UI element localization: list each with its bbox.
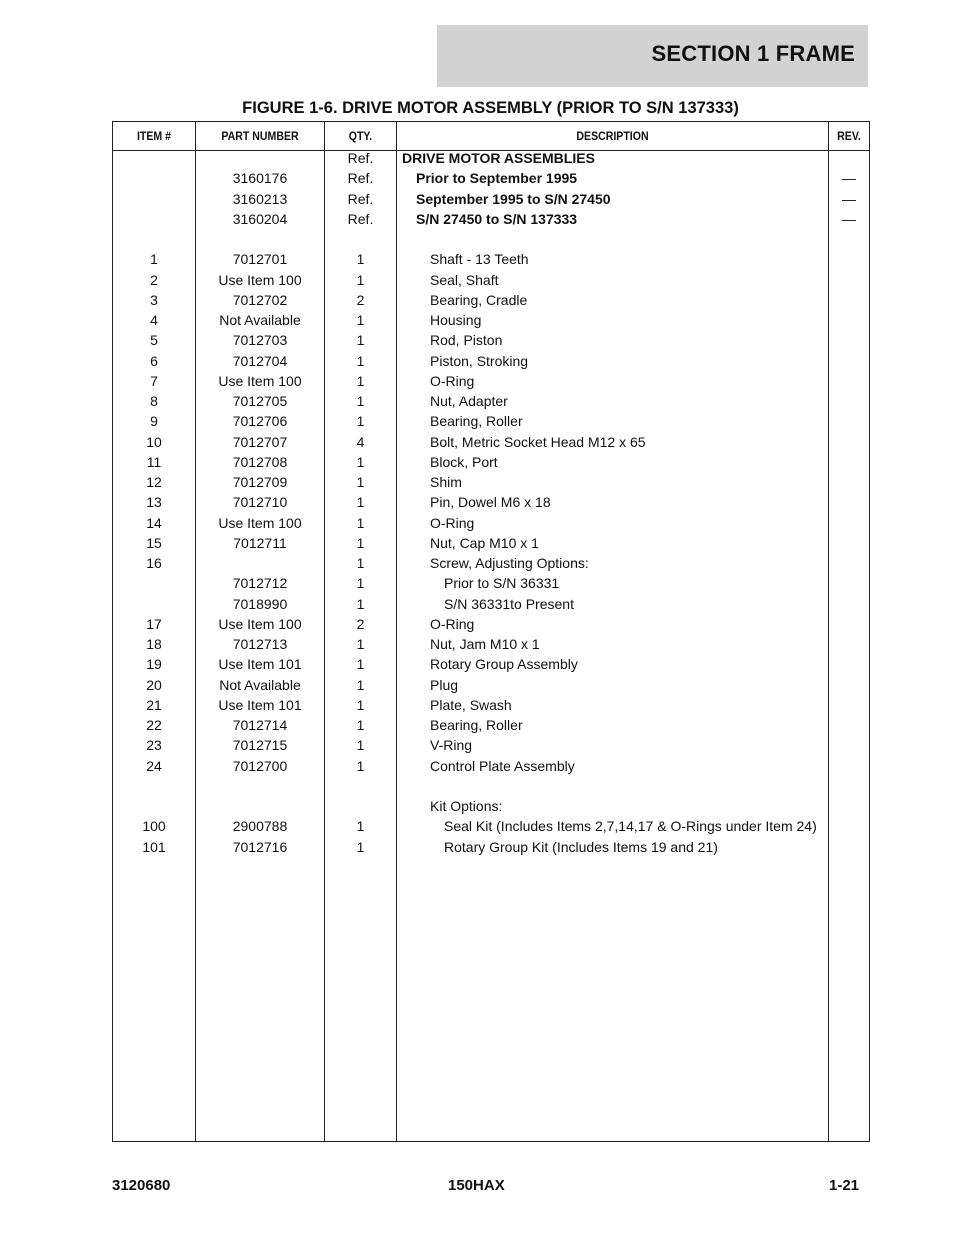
qty-cell: Ref. xyxy=(347,170,374,187)
part-number-cell: Use Item 100 xyxy=(218,372,302,389)
qty-cell: Ref. xyxy=(347,150,374,166)
table-row xyxy=(113,371,869,391)
qty-cell: 1 xyxy=(356,271,365,288)
table-row xyxy=(113,614,869,634)
description-cell: Shaft - 13 Teeth xyxy=(430,251,529,268)
item-cell: 101 xyxy=(142,838,166,855)
part-number-cell: 3160176 xyxy=(232,170,288,187)
part-number-cell: 7012702 xyxy=(232,291,288,308)
item-cell: 1 xyxy=(150,251,158,268)
table-row xyxy=(113,695,869,715)
item-cell: 3 xyxy=(150,291,158,308)
footer-doc-number: 3120680 xyxy=(112,1177,171,1194)
description-cell: O-Ring xyxy=(430,372,475,389)
item-cell: 24 xyxy=(146,757,162,774)
description-cell: O-Ring xyxy=(430,514,475,531)
part-number-cell: Use Item 100 xyxy=(218,514,302,531)
part-number-cell: Use Item 100 xyxy=(218,615,302,632)
item-cell: 21 xyxy=(146,696,162,713)
qty-cell: 1 xyxy=(356,575,365,592)
part-number-cell: 3160204 xyxy=(232,210,288,227)
item-cell: 17 xyxy=(146,615,162,632)
table-row xyxy=(113,330,869,350)
part-number-cell: 7012712 xyxy=(232,575,288,592)
table-row xyxy=(113,553,869,573)
header-rev: REV. xyxy=(837,129,861,143)
table-row xyxy=(113,351,869,371)
item-cell: 6 xyxy=(150,352,158,369)
description-cell: Bearing, Roller xyxy=(430,717,523,733)
part-number-cell: 7012709 xyxy=(232,474,288,490)
description-cell: V-Ring xyxy=(430,737,473,754)
qty-cell: 1 xyxy=(356,413,365,430)
description-cell: Bolt, Metric Socket Head M12 x 65 xyxy=(430,433,646,450)
qty-cell: 1 xyxy=(356,555,365,571)
description-cell: Seal Kit (Includes Items 2,7,14,17 & O-Rings under Item 24) xyxy=(444,818,817,835)
description-cell: Screw, Adjusting Options: xyxy=(430,555,589,571)
description-cell: Shim xyxy=(430,474,462,490)
section-title: SECTION 1 FRAME xyxy=(651,41,855,66)
item-cell: 100 xyxy=(142,818,166,835)
rev-cell: — xyxy=(842,170,856,187)
qty-cell: 1 xyxy=(356,372,365,389)
description-cell: S/N 36331to Present xyxy=(444,595,574,612)
part-number-cell: 7012711 xyxy=(233,534,287,551)
part-number-cell: 7012701 xyxy=(232,251,288,268)
qty-cell: 1 xyxy=(356,696,365,713)
part-number-cell: Not Available xyxy=(219,676,301,693)
qty-cell: 1 xyxy=(356,595,365,612)
qty-cell: 1 xyxy=(356,312,365,328)
table-row xyxy=(113,756,869,776)
part-number-cell: 7012700 xyxy=(232,757,288,774)
description-cell: Pin, Dowel M6 x 18 xyxy=(430,494,551,511)
header-qty: QTY. xyxy=(348,129,373,143)
part-number-cell: 7012708 xyxy=(232,453,288,470)
table-row xyxy=(113,594,869,614)
description-cell: Piston, Stroking xyxy=(430,352,529,369)
table-row xyxy=(113,513,869,533)
qty-cell: 2 xyxy=(356,291,365,308)
table-row xyxy=(113,715,869,735)
part-number-cell: 7012705 xyxy=(232,393,288,409)
table-row xyxy=(113,472,869,492)
qty-cell: 1 xyxy=(356,838,365,855)
description-cell: Plate, Swash xyxy=(430,696,512,713)
part-number-cell: 3160213 xyxy=(232,190,288,207)
table-row xyxy=(113,492,869,512)
table-row xyxy=(113,391,869,411)
table-row xyxy=(113,411,869,431)
qty-cell: 1 xyxy=(356,656,365,673)
part-number-cell: 7012716 xyxy=(232,838,288,855)
table-row xyxy=(113,432,869,452)
part-number-cell: 7012704 xyxy=(232,352,288,369)
part-number-cell: 7012713 xyxy=(232,636,288,652)
table-row xyxy=(113,270,869,290)
part-number-cell: Use Item 101 xyxy=(218,696,302,713)
item-cell: 15 xyxy=(146,534,162,551)
table-row xyxy=(113,796,869,816)
table-row xyxy=(113,654,869,674)
qty-cell: Ref. xyxy=(347,210,374,227)
qty-cell: 1 xyxy=(356,352,365,369)
qty-cell: 1 xyxy=(356,251,365,268)
item-cell: 19 xyxy=(146,656,162,673)
table-row xyxy=(113,573,869,593)
description-cell: S/N 27450 to S/N 137333 xyxy=(416,210,578,227)
qty-cell: 1 xyxy=(356,737,365,754)
item-cell: 18 xyxy=(146,636,162,652)
part-number-cell: 7012714 xyxy=(232,717,288,733)
item-cell: 9 xyxy=(150,413,158,430)
part-number-cell: 7018990 xyxy=(232,595,288,612)
table-row xyxy=(113,816,869,836)
item-cell: 20 xyxy=(146,676,162,693)
qty-cell: Ref. xyxy=(347,190,374,207)
qty-cell: 1 xyxy=(356,514,365,531)
qty-cell: 1 xyxy=(356,717,365,733)
item-cell: 8 xyxy=(150,393,158,409)
part-number-cell: 7012710 xyxy=(232,494,288,511)
qty-cell: 1 xyxy=(356,393,365,409)
qty-cell: 1 xyxy=(356,818,365,835)
item-cell: 7 xyxy=(150,372,158,389)
description-cell: DRIVE MOTOR ASSEMBLIES xyxy=(402,150,595,166)
table-row xyxy=(113,735,869,755)
qty-cell: 1 xyxy=(356,494,365,511)
description-cell: Nut, Adapter xyxy=(430,393,508,409)
description-cell: Housing xyxy=(430,312,482,328)
description-cell: Nut, Cap M10 x 1 xyxy=(430,534,539,551)
description-cell: Plug xyxy=(430,676,459,693)
item-cell: 13 xyxy=(146,494,162,511)
header-item: ITEM # xyxy=(136,129,172,143)
rev-cell: — xyxy=(842,190,856,207)
footer-page-number: 1-21 xyxy=(829,1177,860,1194)
description-cell: Seal, Shaft xyxy=(430,271,499,288)
table-row xyxy=(113,249,869,269)
table-row xyxy=(113,209,869,229)
parts-table xyxy=(112,121,870,1142)
description-cell: Kit Options: xyxy=(430,798,503,814)
table-row xyxy=(113,452,869,472)
description-cell: Prior to S/N 36331 xyxy=(444,575,560,592)
item-cell: 23 xyxy=(146,737,162,754)
header-part-number: PART NUMBER xyxy=(221,129,299,143)
qty-cell: 1 xyxy=(356,636,365,652)
part-number-cell: Use Item 100 xyxy=(218,271,302,288)
table-row xyxy=(113,148,869,168)
description-cell: Control Plate Assembly xyxy=(430,757,575,774)
description-cell: September 1995 to S/N 27450 xyxy=(416,190,611,207)
header-description: DESCRIPTION xyxy=(576,129,649,143)
table-row xyxy=(113,290,869,310)
description-cell: Prior to September 1995 xyxy=(416,170,578,187)
section-header xyxy=(437,25,868,87)
item-cell: 22 xyxy=(146,717,162,733)
item-cell: 5 xyxy=(150,332,158,349)
table-row xyxy=(113,310,869,330)
table-row xyxy=(113,634,869,654)
qty-cell: 4 xyxy=(356,433,365,450)
item-cell: 14 xyxy=(146,514,162,531)
qty-cell: 1 xyxy=(356,676,365,693)
part-number-cell: 7012707 xyxy=(232,433,288,450)
figure-title: FIGURE 1-6. DRIVE MOTOR ASSEMBLY (PRIOR TO S/N 137333) xyxy=(242,99,739,117)
description-cell: Bearing, Roller xyxy=(430,413,523,430)
qty-cell: 1 xyxy=(356,534,365,551)
description-cell: Rod, Piston xyxy=(430,332,503,349)
part-number-cell: Not Available xyxy=(219,312,301,328)
part-number-cell: Use Item 101 xyxy=(218,656,302,673)
item-cell: 2 xyxy=(150,271,158,288)
item-cell: 4 xyxy=(150,312,158,328)
description-cell: Bearing, Cradle xyxy=(430,291,528,308)
table-row xyxy=(113,168,869,188)
item-cell: 10 xyxy=(146,433,162,450)
description-cell: Block, Port xyxy=(430,453,498,470)
description-cell: O-Ring xyxy=(430,615,475,632)
description-cell: Rotary Group Kit (Includes Items 19 and 21) xyxy=(444,838,718,855)
qty-cell: 2 xyxy=(356,615,365,632)
item-cell: 12 xyxy=(146,474,162,490)
table-row xyxy=(113,229,869,249)
part-number-cell: 7012703 xyxy=(232,332,288,349)
part-number-cell: 7012706 xyxy=(232,413,288,430)
table-row xyxy=(113,776,869,796)
table-row xyxy=(113,837,869,857)
description-cell: Nut, Jam M10 x 1 xyxy=(430,636,540,652)
rev-cell: — xyxy=(842,210,856,227)
description-cell: Rotary Group Assembly xyxy=(430,656,578,673)
item-cell: 16 xyxy=(146,555,162,571)
part-number-cell: 7012715 xyxy=(232,737,288,754)
table-row xyxy=(113,533,869,553)
qty-cell: 1 xyxy=(356,757,365,774)
qty-cell: 1 xyxy=(356,332,365,349)
qty-cell: 1 xyxy=(356,453,365,470)
table-row xyxy=(113,675,869,695)
part-number-cell: 2900788 xyxy=(232,818,288,835)
footer-model: 150HAX xyxy=(448,1177,505,1194)
qty-cell: 1 xyxy=(356,474,365,490)
item-cell: 11 xyxy=(146,453,162,470)
table-row xyxy=(113,189,869,209)
